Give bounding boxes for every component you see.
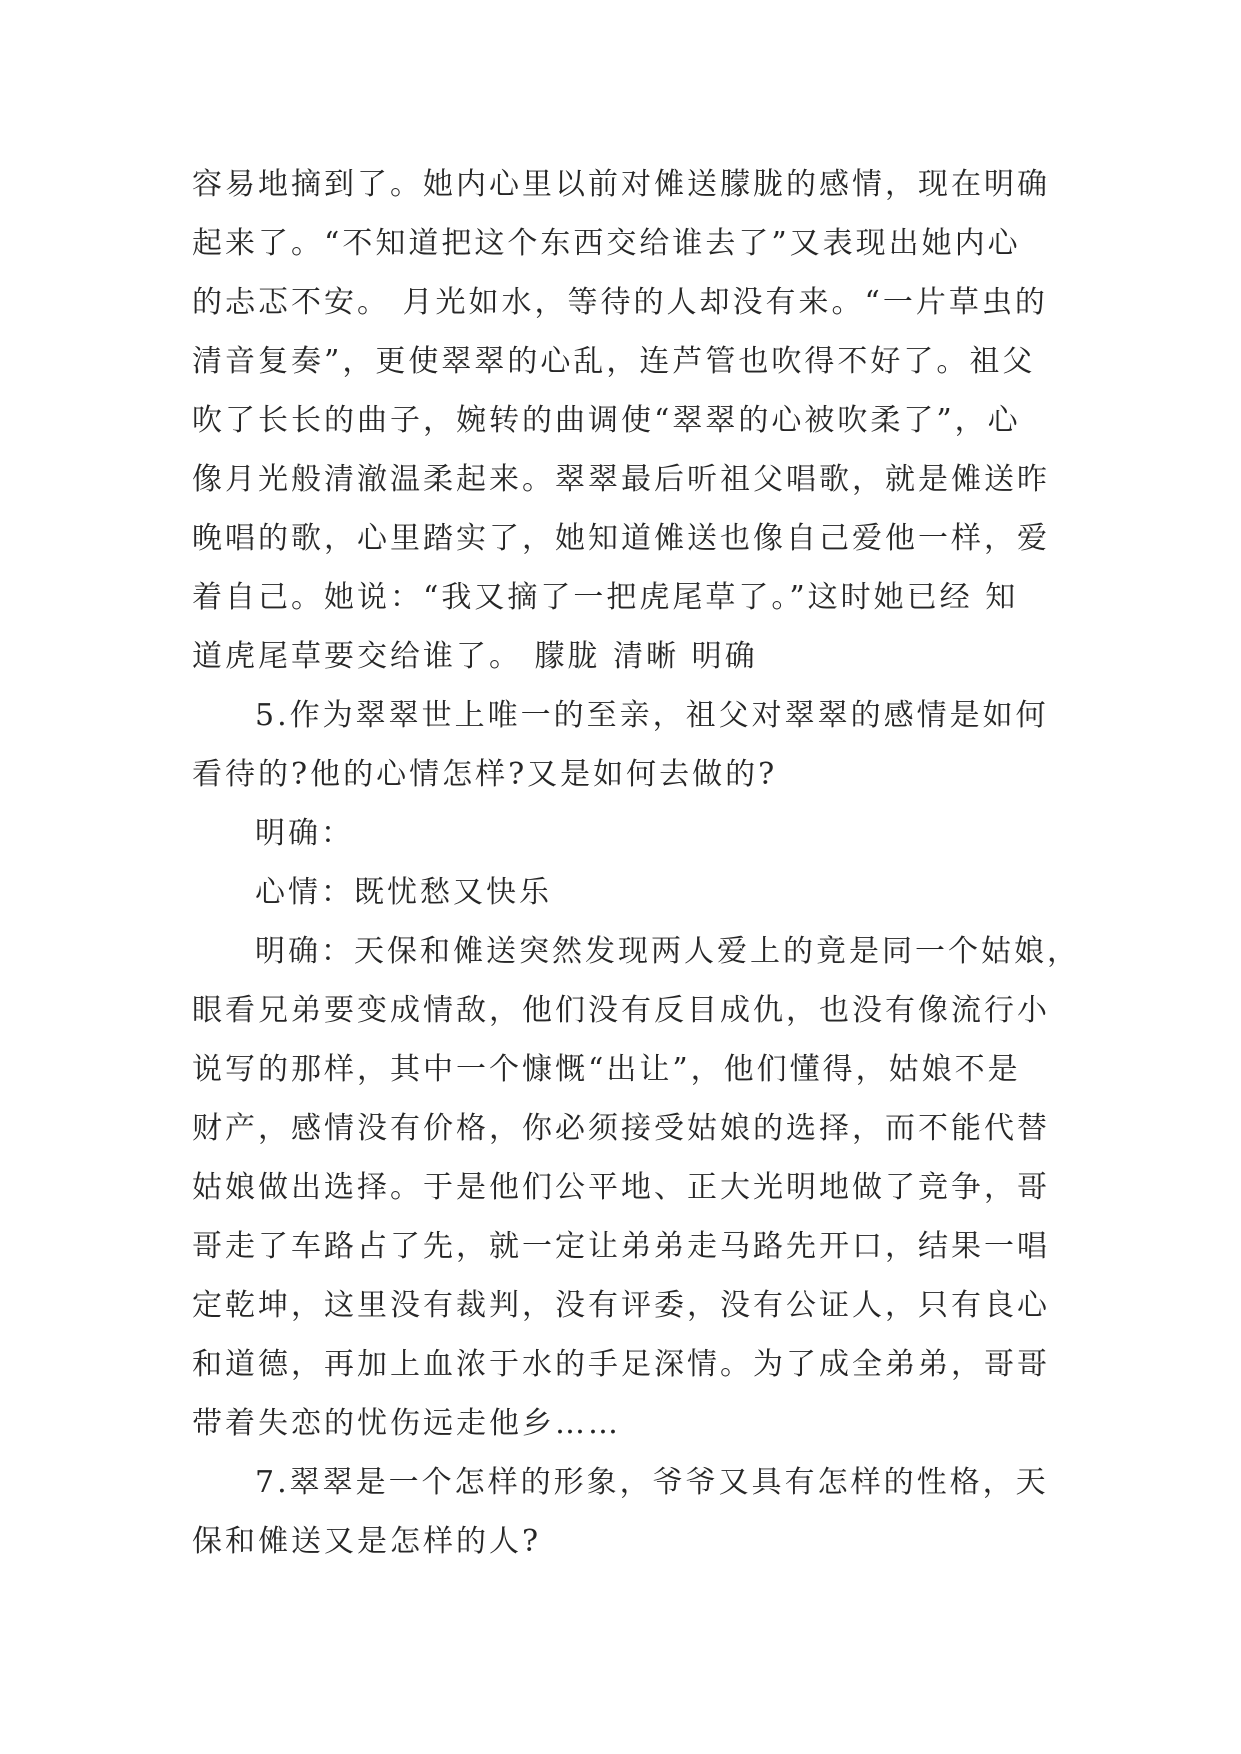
text-line: 的忐忑不安。 月光如水，等待的人却没有来。“一片草虫的: [192, 285, 1048, 320]
text-line: 容易地摘到了。她内心里以前对傩送朦胧的感情，现在明确: [192, 167, 1050, 202]
text-line: 保和傩送又是怎样的人?: [192, 1524, 542, 1559]
text-line: 道虎尾草要交给谁了。 朦胧 清晰 明确: [192, 639, 758, 674]
mood-line: 心情：既忧愁又快乐: [255, 875, 552, 910]
text-line: 清音复奏”，更使翠翠的心乱，连芦管也吹得不好了。祖父: [192, 344, 1036, 379]
question-7-line: 7.翠翠是一个怎样的形象，爷爷又具有怎样的性格，天: [255, 1465, 1049, 1500]
answer-line: 明确：天保和傩送突然发现两人爱上的竟是同一个姑娘，: [255, 934, 1080, 969]
text-line: 定乾坤，这里没有裁判，没有评委，没有公证人，只有良心: [192, 1288, 1050, 1323]
text-line: 说写的那样，其中一个慷慨“出让”，他们懂得，姑娘不是: [192, 1052, 1021, 1087]
text-line: 看待的?他的心情怎样?又是如何去做的?: [192, 757, 778, 792]
text-line: 财产，感情没有价格，你必须接受姑娘的选择，而不能代替: [192, 1111, 1050, 1146]
text-line: 姑娘做出选择。于是他们公平地、正大光明地做了竞争，哥: [192, 1170, 1050, 1205]
text-line: 着自己。她说：“我又摘了一把虎尾草了。”这时她已经 知: [192, 580, 1019, 615]
text-line: 像月光般清澈温柔起来。翠翠最后听祖父唱歌，就是傩送昨: [192, 462, 1050, 497]
question-5-line: 5.作为翠翠世上唯一的至亲，祖父对翠翠的感情是如何: [255, 698, 1049, 733]
text-line: 吹了长长的曲子，婉转的曲调使“翠翠的心被吹柔了”，心: [192, 403, 1021, 438]
text-line: 眼看兄弟要变成情敌，他们没有反目成仇，也没有像流行小: [192, 993, 1050, 1028]
text-line: 和道德，再加上血浓于水的手足深情。为了成全弟弟，哥哥: [192, 1347, 1050, 1382]
text-line: 带着失恋的忧伤远走他乡……: [192, 1406, 621, 1441]
text-line: 哥走了车路占了先，就一定让弟弟走马路先开口，结果一唱: [192, 1229, 1050, 1264]
text-line: 起来了。“不知道把这个东西交给谁去了”又表现出她内心: [192, 226, 1021, 261]
answer-label: 明确：: [255, 816, 354, 851]
text-line: 晚唱的歌，心里踏实了，她知道傩送也像自己爱他一样，爱: [192, 521, 1050, 556]
